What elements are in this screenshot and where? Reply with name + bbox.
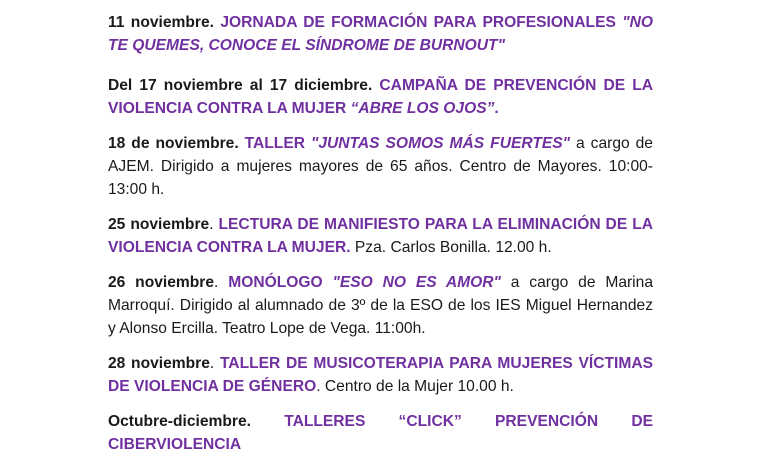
event-date: 25 noviembre: [108, 215, 210, 233]
event-entry: [108, 410, 653, 456]
event-title: [228, 274, 501, 291]
event-title-text: JORNADA DE FORMACIÓN PARA PROFESIONALES: [220, 13, 623, 31]
event-title-quote: "ESO NO ES AMOR": [332, 273, 501, 291]
event-entry: 28 noviembre. TALLER DE MUSICOTERAPIA PARA MUJERES VÍCTIMAS DE VIOLENCIA DE GÉNERO. Centro de la Mujer 10.00 h.: [108, 354, 653, 395]
event-title-quote: "NO TE QUEMES, CONOCE EL SÍNDROME DE BURNOUT": [108, 13, 653, 54]
event-title-end: .: [494, 99, 499, 117]
event-title: LECTURA DE MANIFIESTO PARA LA ELIMINACIÓN DE LA VIOLENCIA CONTRA LA MUJER.: [108, 215, 653, 256]
event-entry: 25 noviembre. LECTURA DE MANIFIESTO PARA LA ELIMINACIÓN DE LA VIOLENCIA CONTRA LA MUJER. Pza. Carlos Bonilla. 12.00 h.: [108, 215, 653, 256]
event-title-text: MONÓLOGO: [228, 273, 333, 291]
event-details: . Centro de la Mujer 10.00 h.: [316, 377, 514, 395]
event-entry: [108, 132, 653, 201]
event-entry: [108, 11, 653, 57]
event-entry: 26 noviembre. MONÓLOGO "ESO NO ES AMOR" a cargo de Marina Marroquí. Dirigido al alumnado de 3º de la ESO de los IES Miguel Hernandez y Alonso Ercilla. Teatro Lope de Vega. 11:00h.: [108, 273, 653, 337]
event-title-quote: “ABRE LOS OJOS”: [350, 99, 495, 117]
event-date: Del 17 noviembre al 17 diciembre.: [108, 76, 373, 94]
event-title: TALLERES “CLICK” PREVENCIÓN DE CIBERVIOLENCIA: [108, 412, 653, 453]
event-date: 18 de noviembre.: [108, 134, 239, 152]
event-entry: [108, 74, 653, 120]
event-date: 28 noviembre: [108, 354, 210, 372]
event-details: a cargo de AJEM. Dirigido a mujeres mayores de 65 años. Centro de Mayores. 10:00-13:00 h.: [108, 134, 653, 198]
event-title-text: CAMPAÑA DE PREVENCIÓN DE LA VIOLENCIA CONTRA LA MUJER: [108, 76, 653, 117]
event-date: Octubre-diciembre.: [108, 412, 251, 430]
event-date: 26 noviembre: [108, 273, 215, 291]
event-title-text: TALLER: [244, 134, 311, 152]
event-date: 11 noviembre.: [108, 13, 215, 31]
event-title: [245, 135, 570, 152]
event-title: TALLER DE MUSICOTERAPIA PARA MUJERES VÍCTIMAS DE VIOLENCIA DE GÉNERO: [108, 354, 653, 395]
event-title-quote: "JUNTAS SOMOS MÁS FUERTES": [310, 134, 571, 152]
event-details: a cargo de Marina Marroquí. Dirigido al alumnado de 3º de la ESO de los IES Miguel Hernandez y Alonso Ercilla. Teatro Lope de Vega. 11:00h.: [108, 273, 653, 337]
event-details: Pza. Carlos Bonilla. 12.00 h.: [350, 238, 552, 256]
